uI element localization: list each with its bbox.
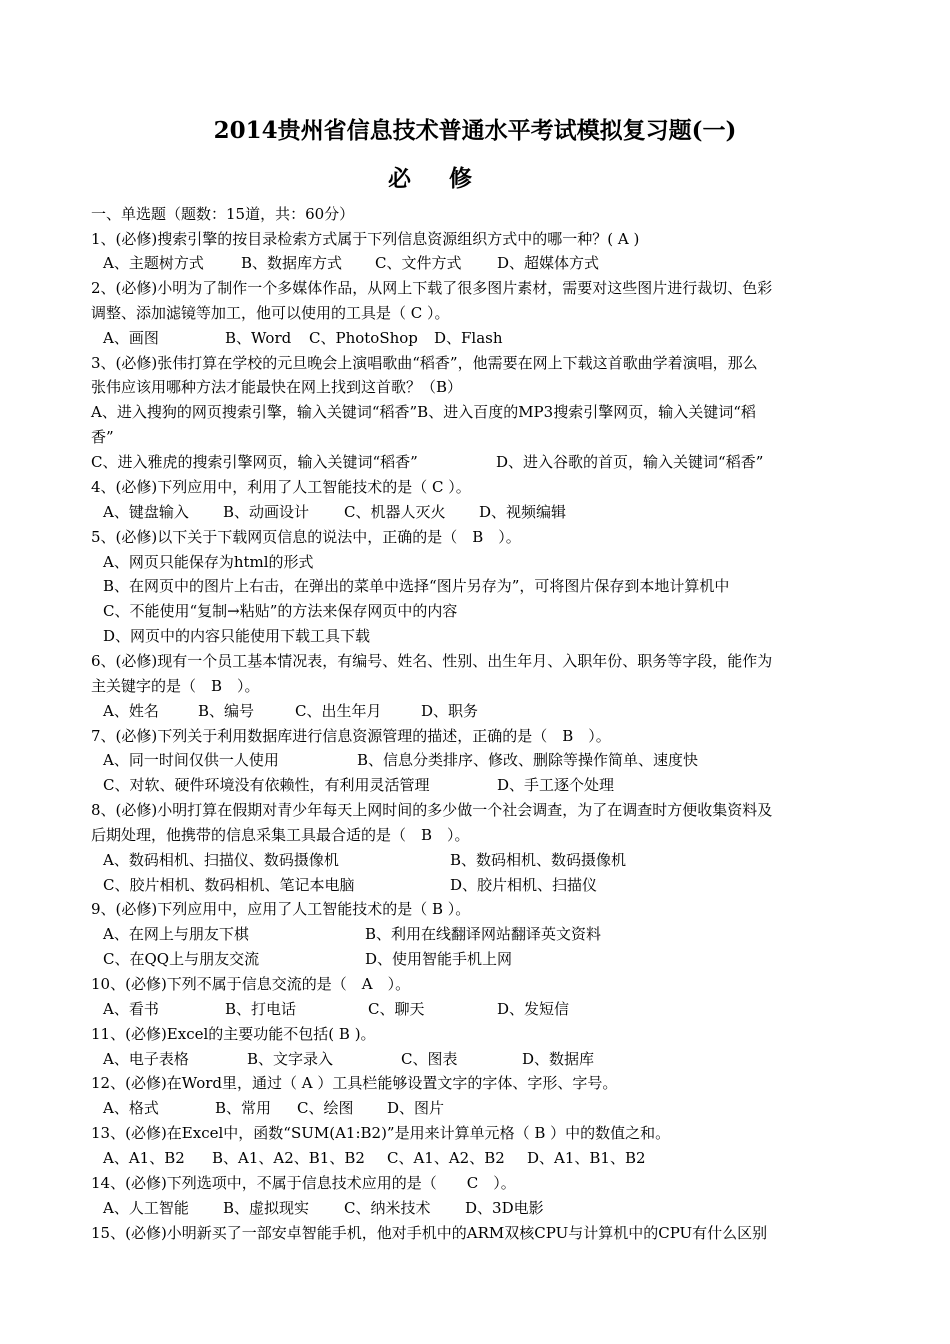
option-b: B、动画设计 [223, 503, 310, 521]
question-10: 10、(必修)下列不属于信息交流的是（ A ）。 [91, 975, 411, 993]
option-a: A、格式 [103, 1099, 159, 1117]
option-c: C、聊天 [368, 1000, 425, 1018]
question-6-cont: 主关键字的是（ B ）。 [91, 677, 260, 695]
option-c: C、在QQ上与朋友交流 [103, 950, 260, 968]
option-a: A、人工智能 [103, 1199, 189, 1217]
option-a: A、姓名 [103, 702, 159, 720]
option-b: B、利用在线翻译网站翻译英文资料 [365, 925, 602, 943]
question-2: 2、(必修)小明为了制作一个多媒体作品，从网上下载了很多图片素材，需要对这些图片进行裁切、色彩 [91, 279, 773, 297]
option-c: C、进入雅虎的搜索引擎网页，输入关键词“稻香” [91, 453, 418, 471]
option-a: A、电子表格 [103, 1050, 189, 1068]
option-a: A、同一时间仅供一人使用 [103, 751, 279, 769]
option-b: B、数码相机、数码摄像机 [450, 851, 627, 869]
option-c: C、对软、硬件环境没有依赖性，有利用灵活管理 [103, 776, 430, 794]
question-9: 9、(必修)下列应用中，应用了人工智能技术的是（ B ）。 [91, 900, 471, 918]
option-a: A、数码相机、扫描仪、数码摄像机 [103, 851, 339, 869]
option-a: A、画图 [103, 329, 159, 347]
q5-option-d: D、网页中的内容只能使用下载工具下载 [103, 627, 371, 645]
option-d: D、使用智能手机上网 [365, 950, 513, 968]
question-7: 7、(必修)下列关于利用数据库进行信息资源管理的描述，正确的是（ B ）。 [91, 727, 611, 745]
question-3: 3、(必修)张伟打算在学校的元旦晚会上演唱歌曲“稻香”，他需要在网上下载这首歌曲学着演唱，那么 [91, 354, 758, 372]
document-title: 2014贵州省信息技术普通水平考试模拟复习题(一) [213, 117, 737, 144]
question-6: 6、(必修)现有一个员工基本情况表，有编号、姓名、性别、出生年月、入职年份、职务等字段，能作为 [91, 652, 773, 670]
option-a: A、键盘输入 [103, 503, 189, 521]
option-d: D、视频编辑 [479, 503, 567, 521]
question-14: 14、(必修)下列选项中，不属于信息技术应用的是（ C ）。 [91, 1174, 516, 1192]
option-a: A、看书 [103, 1000, 159, 1018]
option-a: A、主题树方式 [103, 254, 204, 272]
option-b: B、打电话 [225, 1000, 297, 1018]
option-b: B、编号 [198, 702, 255, 720]
question-8: 8、(必修)小明打算在假期对青少年每天上网时间的多少做一个社会调查，为了在调查时方便收集资料及 [91, 801, 773, 819]
option-c: C、胶片相机、数码相机、笔记本电脑 [103, 876, 355, 894]
option-d: D、进入谷歌的首页，输入关键词“稻香” [496, 453, 764, 471]
question-8-cont: 后期处理，他携带的信息采集工具最合适的是（ B ）。 [91, 826, 470, 844]
option-d: D、胶片相机、扫描仪 [450, 876, 598, 894]
option-b: B、A1、A2、B1、B2 [212, 1149, 365, 1167]
question-3-cont: 张伟应该用哪种方法才能最快在网上找到这首歌？（B） [91, 378, 463, 396]
option-c: C、图表 [401, 1050, 458, 1068]
question-4: 4、(必修)下列应用中，利用了人工智能技术的是（ C ）。 [91, 478, 471, 496]
q3-option-ab-cont: 香” [91, 428, 114, 446]
option-c: C、出生年月 [295, 702, 382, 720]
option-a: A、A1、B2 [103, 1149, 185, 1167]
option-d: D、发短信 [497, 1000, 570, 1018]
option-c: C、纳米技术 [344, 1199, 431, 1217]
question-11: 11、(必修)Excel的主要功能不包括( B )。 [91, 1025, 376, 1043]
q5-option-c: C、不能使用“复制→粘贴”的方法来保存网页中的内容 [103, 602, 458, 620]
q3-option-ab: A、进入搜狗的网页搜索引擎，输入关键词“稻香”B、进入百度的MP3搜索引擎网页，输入关键词“稻 [91, 403, 756, 421]
question-1: 1、(必修)搜索引擎的按目录检索方式属于下列信息资源组织方式中的哪一种？( A ) [91, 230, 640, 248]
option-d: D、超媒体方式 [497, 254, 600, 272]
option-b: B、数据库方式 [241, 254, 343, 272]
question-13: 13、(必修)在Excel中，函数“SUM(A1:B2)”是用来计算单元格（ B ）中的数值之和。 [91, 1124, 671, 1142]
option-d: D、数据库 [522, 1050, 595, 1068]
q5-option-b: B、在网页中的图片上右击，在弹出的菜单中选择“图片另存为”，可将图片保存到本地计算机中 [103, 577, 730, 595]
question-12: 12、(必修)在Word里，通过（ A ）工具栏能够设置文字的字体、字形、字号。 [91, 1074, 618, 1092]
option-d: D、3D电影 [465, 1199, 544, 1217]
option-c: C、文件方式 [375, 254, 462, 272]
option-c: C、绘图 [297, 1099, 354, 1117]
option-b: B、文字录入 [247, 1050, 334, 1068]
option-d: D、职务 [421, 702, 479, 720]
section-heading: 一、单选题（题数：15道，共：60分） [91, 205, 355, 223]
question-5: 5、(必修)以下关于下载网页信息的说法中，正确的是（ B ）。 [91, 528, 521, 546]
option-c: C、A1、A2、B2 [387, 1149, 505, 1167]
option-d: D、手工逐个处理 [497, 776, 615, 794]
option-c: C、机器人灭火 [344, 503, 446, 521]
option-b: B、信息分类排序、修改、删除等操作简单、速度快 [357, 751, 699, 769]
option-c: C、PhotoShop [309, 329, 418, 347]
option-d: D、Flash [434, 329, 503, 347]
q5-option-a: A、网页只能保存为html的形式 [103, 553, 314, 571]
option-d: D、A1、B1、B2 [527, 1149, 646, 1167]
option-d: D、图片 [387, 1099, 445, 1117]
option-b: B、Word [225, 329, 292, 347]
question-2-cont: 调整、添加滤镜等加工，他可以使用的工具是（ C ）。 [91, 304, 450, 322]
option-a: A、在网上与朋友下棋 [103, 925, 249, 943]
document-subtitle: 必修 [388, 165, 510, 192]
question-15: 15、(必修)小明新买了一部安卓智能手机，他对手机中的ARM双核CPU与计算机中的CPU有什么区别 [91, 1224, 768, 1242]
option-b: B、虚拟现实 [223, 1199, 310, 1217]
option-b: B、常用 [215, 1099, 272, 1117]
